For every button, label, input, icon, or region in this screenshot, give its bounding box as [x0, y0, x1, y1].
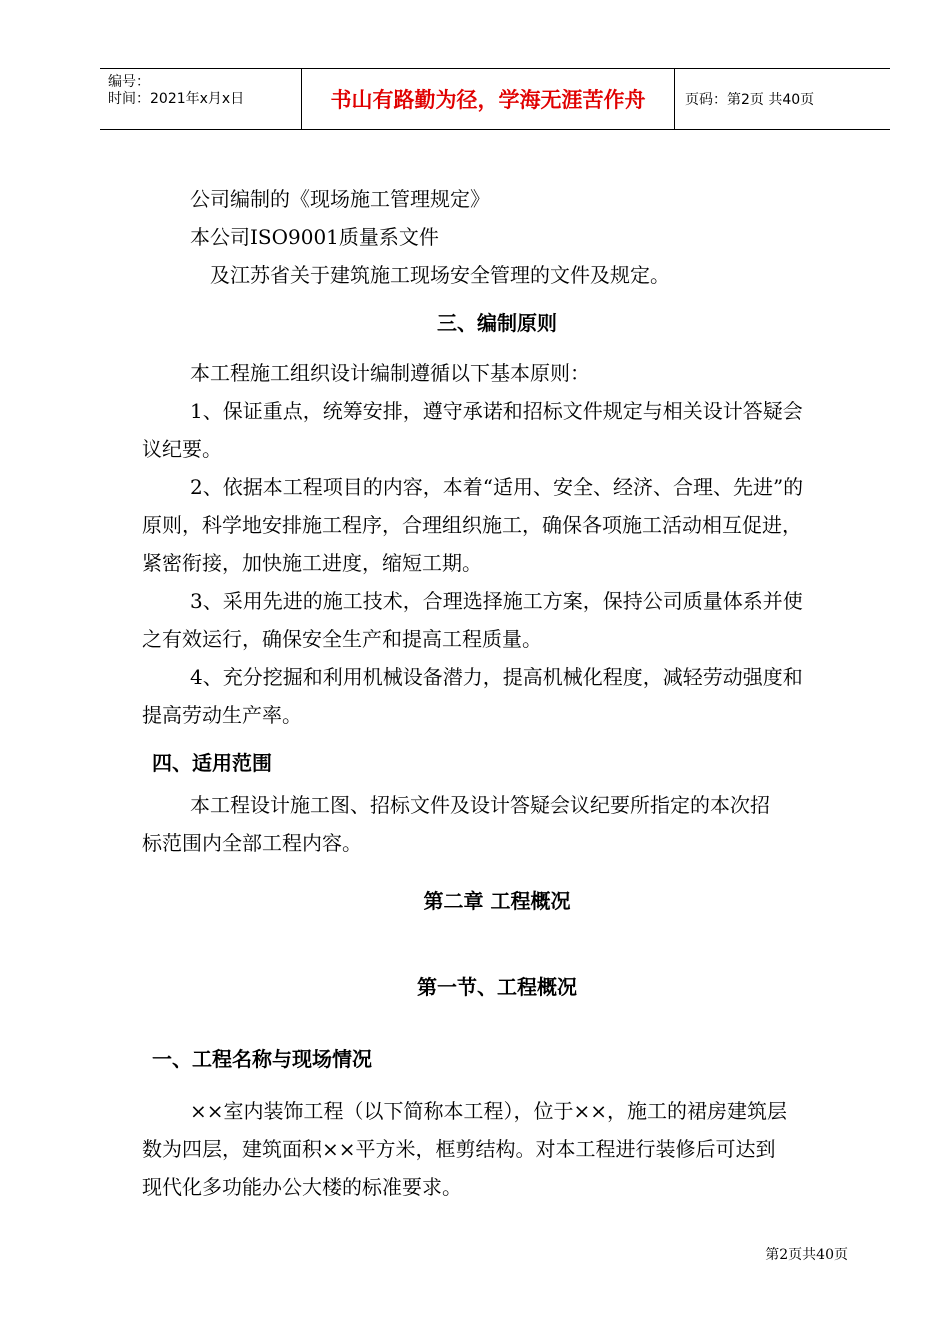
- section-4-line-1: 本工程设计施工图、招标文件及设计答疑会议纪要所指定的本次招: [190, 793, 770, 817]
- reference-3: 及江苏省关于建筑施工现场安全管理的文件及规定。: [210, 263, 670, 287]
- chapter-title: 第二章 工程概况: [423, 889, 571, 913]
- principle-3-line-2: 之有效运行，确保安全生产和提高工程质量。: [142, 627, 542, 651]
- principle-3-line-1: 3、采用先进的施工技术，合理选择施工方案，保持公司质量体系并使: [190, 589, 803, 613]
- section-3-intro: 本工程施工组织设计编制遵循以下基本原则：: [190, 361, 590, 385]
- principle-2-line-2: 原则，科学地安排施工程序，合理组织施工，确保各项施工活动相互促进，: [142, 513, 802, 537]
- header-page-info: 页码：第2页 共40页: [685, 92, 815, 108]
- subsection-1-line-2: 数为四层，建筑面积××平方米，框剪结构。对本工程进行装修后可达到: [142, 1137, 776, 1161]
- number-label: 编号：: [108, 74, 150, 90]
- principle-1-line-1: 1、保证重点，统筹安排，遵守承诺和招标文件规定与相关设计答疑会: [190, 399, 803, 423]
- header-motto: 书山有路勤为径，学海无涯苦作舟: [302, 69, 675, 129]
- principle-2-line-3: 紧密衔接，加快施工进度，缩短工期。: [142, 551, 482, 575]
- section-4-line-2: 标范围内全部工程内容。: [142, 831, 362, 855]
- subsection-1-title: 一、工程名称与现场情况: [152, 1047, 372, 1071]
- section-3-title: 三、编制原则: [437, 311, 557, 335]
- subsection-1-line-3: 现代化多功能办公大楼的标准要求。: [142, 1175, 462, 1199]
- principle-4-line-2: 提高劳动生产率。: [142, 703, 302, 727]
- principle-1-line-2: 议纪要。: [142, 437, 222, 461]
- principle-4-line-1: 4、充分挖掘和利用机械设备潜力，提高机械化程度，减轻劳动强度和: [190, 665, 803, 689]
- section-title: 第一节、工程概况: [417, 975, 577, 999]
- reference-2: 本公司ISO9001质量系文件: [190, 225, 439, 249]
- section-4-title: 四、适用范围: [152, 751, 272, 775]
- header-meta: [100, 69, 302, 129]
- time-label: 时间：2021年x月x日: [108, 91, 245, 107]
- principle-2-line-1: 2、依据本工程项目的内容，本着“适用、安全、经济、合理、先进”的: [190, 475, 804, 499]
- subsection-1-line-1: ××室内装饰工程（以下简称本工程），位于××，施工的裙房建筑层: [190, 1099, 788, 1123]
- reference-1: 公司编制的《现场施工管理规定》: [190, 187, 490, 211]
- page-footer: 第2页共40页: [765, 1247, 848, 1263]
- page-header: [100, 68, 890, 130]
